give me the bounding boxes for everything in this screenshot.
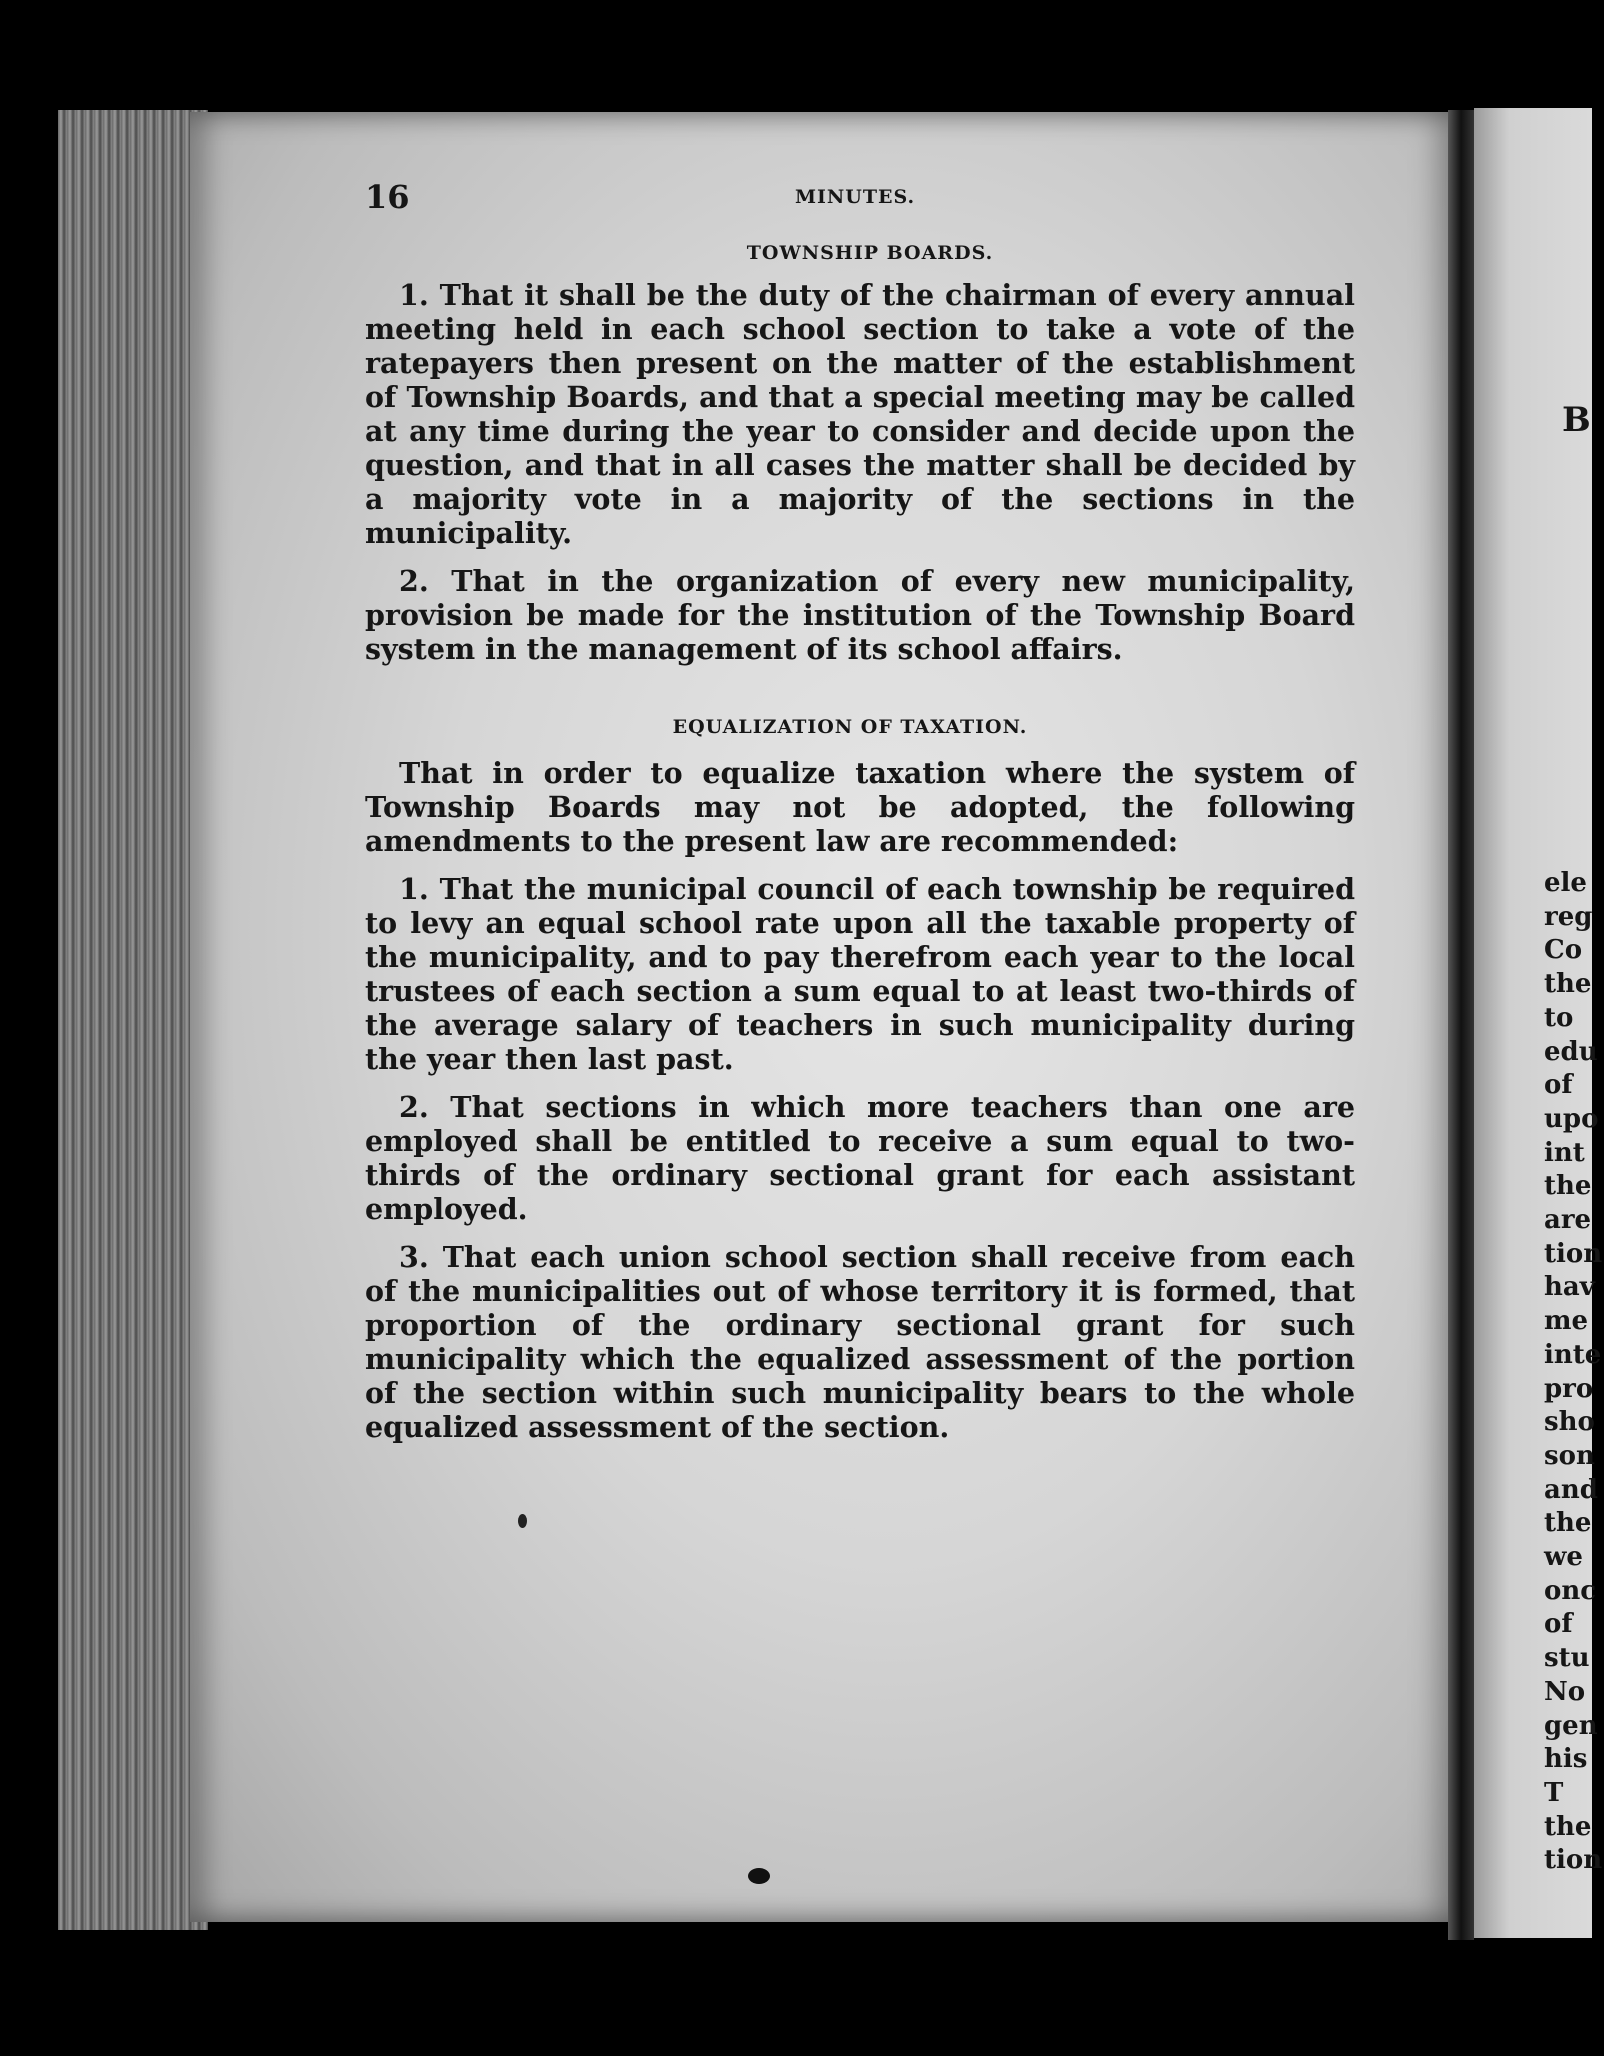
facing-page-line-fragment: int <box>1544 1137 1585 1168</box>
paragraph: 2. That in the organization of every new municipality, provision be made for the institution of the Township Board system in the management of its school affairs. <box>365 564 1355 666</box>
facing-page-line-fragment: onc <box>1544 1575 1597 1606</box>
facing-page-line-fragment: sho <box>1544 1407 1595 1438</box>
facing-page-line-fragment: T <box>1544 1777 1564 1808</box>
facing-page-line-fragment: the <box>1544 969 1592 1000</box>
page-text <box>365 160 1355 1458</box>
section-heading-equalization: EQUALIZATION OF TAXATION. <box>672 716 1028 738</box>
ink-blot <box>748 1868 770 1884</box>
page-header <box>365 160 1355 220</box>
facing-page-line-fragment: upo <box>1544 1103 1599 1134</box>
section-heading-township-boards: TOWNSHIP BOARDS. <box>746 242 994 264</box>
facing-page-line-fragment: reg <box>1544 901 1593 932</box>
facing-page-line-fragment: of <box>1544 1609 1573 1640</box>
facing-page-line-fragment: the <box>1544 1171 1592 1202</box>
facing-page-line-fragment: inte <box>1544 1339 1602 1370</box>
paragraph: 1. That the municipal council of each township be required to levy an equal school rate upon all the taxable property of the municipality, and to pay therefrom each year to the local trustees of each section a sum equal to at least two-thirds of the average salary of teachers in such municipality during the year then last past. <box>365 872 1355 1076</box>
facing-page-line-fragment: the <box>1544 1508 1592 1539</box>
facing-page-line-fragment: and <box>1544 1474 1598 1505</box>
paragraph: 3. That each union school section shall receive from each of the municipalities out of whose territory it is formed, that proportion of the ordinary sectional grant for such municipality which the equalized assessment of the portion of the section within such municipality bears to the whole equalized assessment of the section. <box>365 1240 1355 1444</box>
page-number: 16 <box>365 178 410 216</box>
facing-page-line-fragment: tion <box>1544 1238 1603 1269</box>
facing-page-line-fragment: gen <box>1544 1710 1598 1741</box>
running-head: MINUTES. <box>795 186 916 208</box>
facing-page-line-fragment: edu <box>1544 1036 1598 1067</box>
facing-page-line-fragment: of <box>1544 1070 1573 1101</box>
page-edge-stack <box>58 110 208 1930</box>
facing-page-line-fragment: stu <box>1544 1643 1590 1674</box>
facing-page-line-fragment: son <box>1544 1440 1595 1471</box>
paragraph: 1. That it shall be the duty of the chairman of every annual meeting held in each school section to take a vote of the ratepayers then present on the matter of the establishment of Township Boards, and that a special meeting may be called at any time during the year to consider and decide upon the question, and that in all cases the matter shall be decided by a majority vote in a majority of the sections in the municipality. <box>365 278 1355 550</box>
facing-page-line-fragment: we <box>1544 1542 1583 1572</box>
facing-page-line-fragment: his <box>1544 1744 1588 1775</box>
facing-page-line-fragment: pro <box>1544 1373 1594 1404</box>
paragraph: 2. That sections in which more teachers than one are employed shall be entitled to receive a sum equal to two-thirds of the ordinary sectional grant for each assistant employed. <box>365 1090 1355 1226</box>
paragraph: That in order to equalize taxation where the system of Township Boards may not be adopted, the following amendments to the present law are recommended: <box>365 756 1355 858</box>
facing-page-line-fragment: the <box>1544 1811 1592 1842</box>
facing-page-line-fragment: tion <box>1544 1845 1603 1876</box>
facing-page-line-fragment: ele <box>1544 868 1587 898</box>
facing-page-line-fragment: are <box>1544 1205 1592 1235</box>
book-gutter <box>1448 110 1474 1940</box>
facing-page-line-fragment: Co <box>1544 935 1583 966</box>
ink-speck <box>518 1514 527 1528</box>
facing-page-line-fragment: me <box>1544 1306 1589 1337</box>
facing-page-line-fragment: hav <box>1544 1272 1595 1303</box>
facing-page-line-fragment: to <box>1544 1002 1574 1033</box>
facing-page-line-fragment: No <box>1544 1676 1586 1707</box>
facing-page-letter: B <box>1562 400 1591 440</box>
